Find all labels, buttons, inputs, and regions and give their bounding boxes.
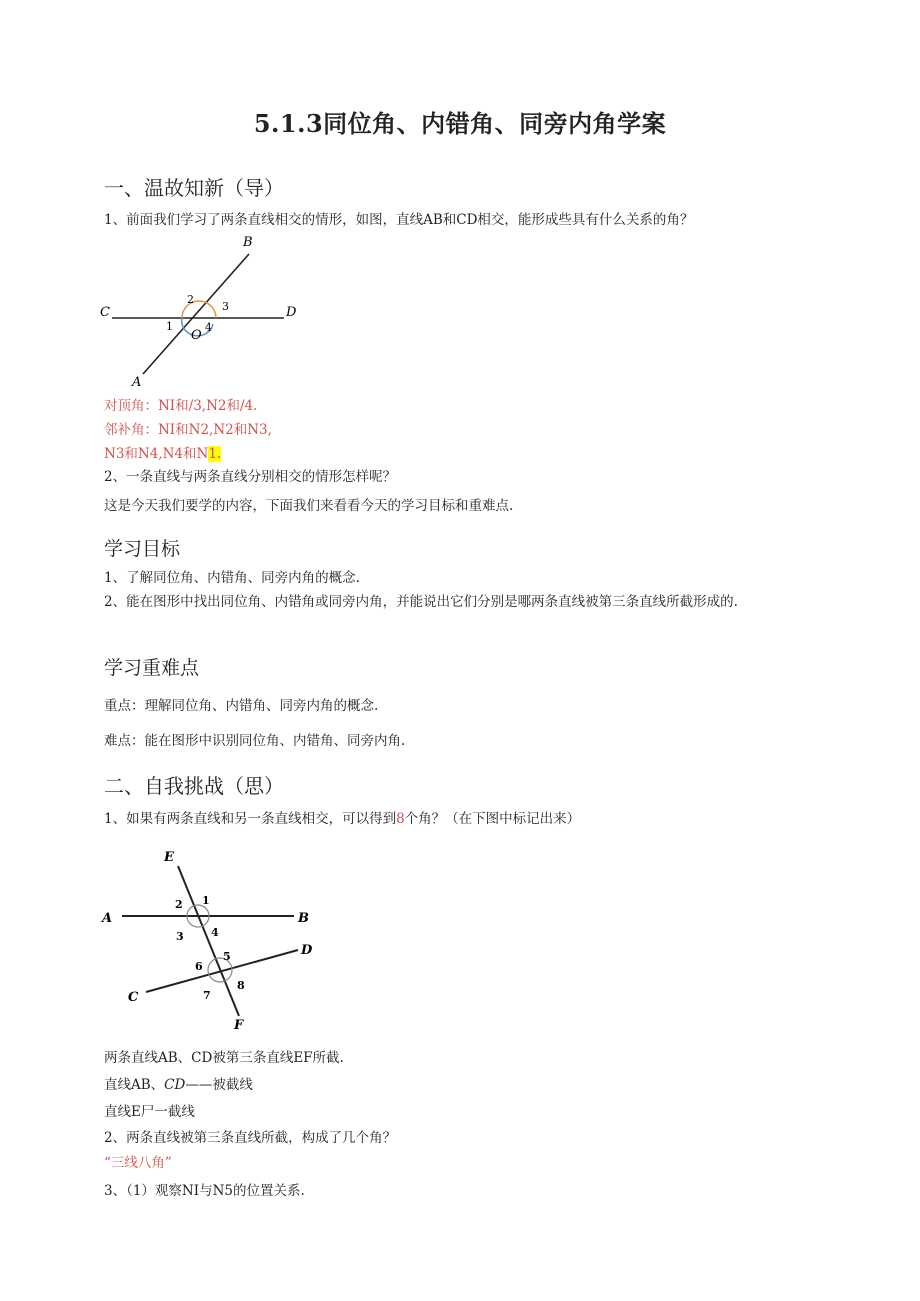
angle-label-3: 3 [222, 300, 229, 313]
angle-label-8: 8 [237, 979, 245, 992]
page-title: 5.1.3同位角、内错角、同旁内角学案 [253, 109, 667, 138]
statement-3: 直线E尸一截线 [104, 1104, 195, 1120]
label-b: B [298, 911, 309, 926]
statement-2b: CD [164, 1077, 186, 1093]
label-o: O [191, 328, 202, 343]
question-1: 1、前面我们学习了两条直线相交的情形，如图，直线AB和CD相交，能形成些具有什么关系的角？ [104, 212, 694, 228]
angle-label-4: 4 [211, 926, 219, 939]
figure-three-lines-eight-angles [98, 846, 338, 1036]
statement-2c: ——被截线 [185, 1077, 253, 1093]
line-cd [146, 950, 298, 992]
goal-1: 1、了解同位角、内错角、同旁内角的概念. [104, 570, 360, 586]
section-heading-goals: 学习目标 [104, 538, 181, 560]
label-a: A [132, 375, 142, 390]
question-2: 2、一条直线与两条直线分别相交的情形怎样呢？ [104, 469, 397, 485]
challenge-question-1-answer: 8 [396, 811, 405, 827]
figure-intersecting-lines [98, 232, 308, 392]
challenge-question-1-before: 1、如果有两条直线和另一条直线相交，可以得到 [104, 811, 397, 827]
line-ab [143, 254, 249, 374]
angle-label-3: 3 [176, 930, 184, 943]
label-c: C [128, 990, 139, 1005]
challenge-question-2: 2、两条直线被第三条直线所截，构成了几个角？ [104, 1130, 397, 1146]
label-d: D [301, 943, 313, 958]
challenge-question-1 [104, 809, 580, 829]
section-heading-challenge: 二、自我挑战（思） [104, 774, 284, 798]
adjacent-angles-answer-2a: N3和N4,N4和N [104, 446, 209, 462]
label-c: C [100, 305, 110, 320]
angle-label-4: 4 [205, 321, 212, 334]
adjacent-angles-answer-2 [104, 444, 221, 464]
key-point: 重点：理解同位角、内错角、同旁内角的概念. [104, 698, 379, 714]
challenge-question-1-after: 个角？（在下图中标记出来） [404, 811, 581, 827]
section-heading-review: 一、温故知新（导） [104, 176, 284, 200]
statement-1: 两条直线AB、CD被第三条直线EF所截. [104, 1050, 344, 1066]
challenge-answer-2: “三线八角” [104, 1155, 172, 1171]
angle-label-7: 7 [203, 989, 211, 1002]
statement-2a: 直线AB、 [104, 1077, 165, 1093]
angle-label-2: 2 [175, 898, 183, 911]
challenge-question-3: 3、（1）观察NI与N5的位置关系. [104, 1183, 305, 1199]
intro-text: 这是今天我们要学的内容，下面我们来看看今天的学习目标和重难点. [104, 498, 514, 514]
adjacent-angles-answer-1: 邻补角：NI和N2,N2和N3, [104, 422, 272, 438]
label-e: E [164, 850, 174, 865]
angle-label-6: 6 [195, 960, 203, 973]
statement-2 [104, 1075, 253, 1095]
label-b: B [243, 235, 253, 250]
label-a: A [102, 911, 113, 926]
section-heading-key-points: 学习重难点 [104, 657, 200, 679]
angle-label-2: 2 [187, 293, 194, 306]
angle-label-5: 5 [223, 950, 231, 963]
goal-2: 2、能在图形中找出同位角、内错角或同旁内角，并能说出它们分别是哪两条直线被第三条直线所截形成的. [104, 594, 738, 610]
label-f: F [234, 1018, 244, 1033]
angle-label-1: 1 [202, 894, 210, 907]
difficult-point: 难点：能在图形中识别同位角、内错角、同旁内角. [104, 733, 406, 749]
angle-label-1: 1 [166, 320, 173, 333]
vertical-angles-answer: 对顶角：NI和/3,N2和/4. [104, 398, 258, 414]
label-d: D [286, 305, 297, 320]
adjacent-angles-answer-2b: 1. [208, 446, 222, 462]
